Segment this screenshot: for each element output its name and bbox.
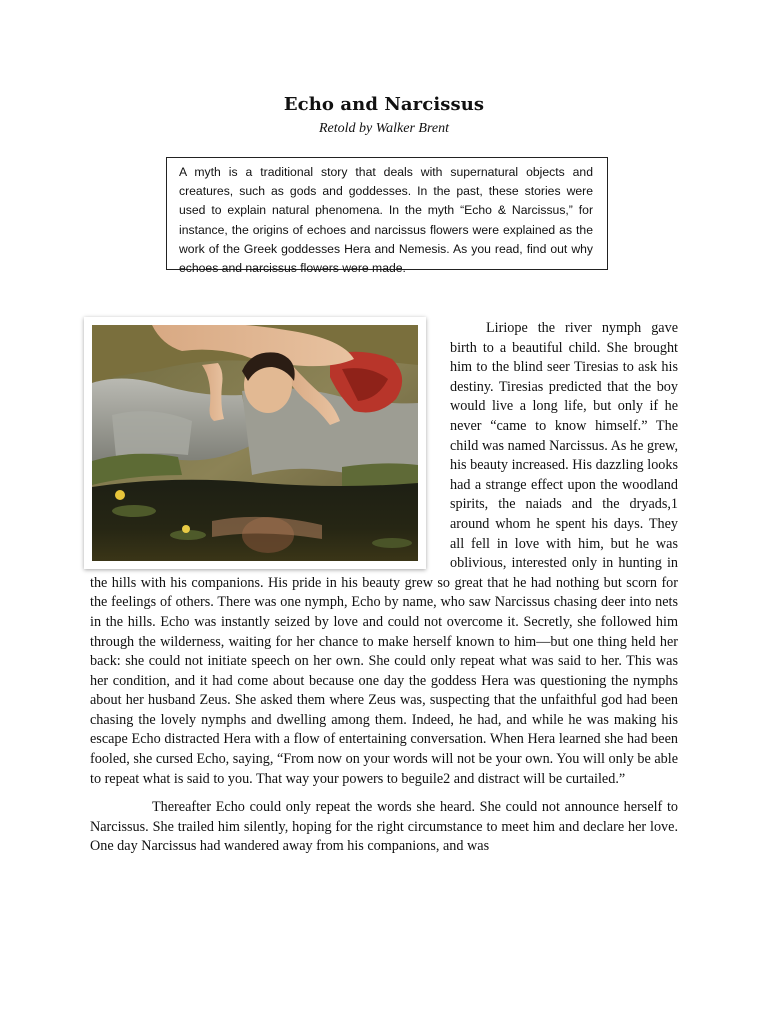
story-paragraph-2: Thereafter Echo could only repeat the words she heard. She could not announce herself to Narcissus. She trailed him silently, hoping for the right circumstance to meet him and declare her love. One day Narcissus had wandered away from his companions, and was xyxy=(90,799,678,855)
narcissus-painting xyxy=(84,317,426,569)
byline: Retold by Walker Brent xyxy=(319,121,449,136)
page-title: Echo and Narcissus xyxy=(283,94,485,115)
story-body xyxy=(90,319,678,857)
story-paragraph-1 xyxy=(90,319,678,789)
intro-box: A myth is a traditional story that deals with supernatural objects and creatures, such as gods and goddesses. In the past, these stories were used to explain natural phenomena. In the myth “Echo & Narcissus,” for instance, the origins of echoes and narcissus flowers were explained as the work of the Greek goddesses Hera and Nemesis. As you read, find out why echoes and narcissus flowers were made. xyxy=(166,157,608,270)
painting-image xyxy=(92,325,418,561)
story-paragraph-1-text: Liriope the river nymph gave birth to a beautiful child. She brought him to the blind seer Tiresias to ask his destiny. Tiresias predicted that the boy would live a long life, but only if he never “came to know himself.” The child was named Narcissus. As he grew, his beauty increased. His dazzling looks had a strange effect upon the woodland spirits, the naiads and the dryads,1 around whom he spent his days. They all fell in love with him, but he was oblivious, interested only in hunting in the hills with his companions. His pride in his beauty grew so great that he had nothing but scorn for the feelings of others. There was one nymph, Echo by name, who saw Narcissus chasing deer into nets in the hills. Echo was instantly seized by love and could not overcome it. Secretly, she followed him through the wilderness, waiting for her chance to make herself known to him—but one thing held her back: she could not initiate speech on her own. She could only repeat what was said to her. This was her condition, and it had come about because one day the goddess Hera was questioning the nymphs about her husband Zeus. She asked them where Zeus was, suspecting that the unfaithful god had been chasing the lovely nymphs and dwelling among them. Indeed, he had, and while he was making his escape Echo distracted Hera with a flow of entertaining conversation. When Hera learned she had been fooled, she cursed Echo, saying, “From now on your words will not be your own. You will only be able to repeat what is said to you. That way your powers to beguile2 and distract will be curtailed.” xyxy=(90,320,678,787)
